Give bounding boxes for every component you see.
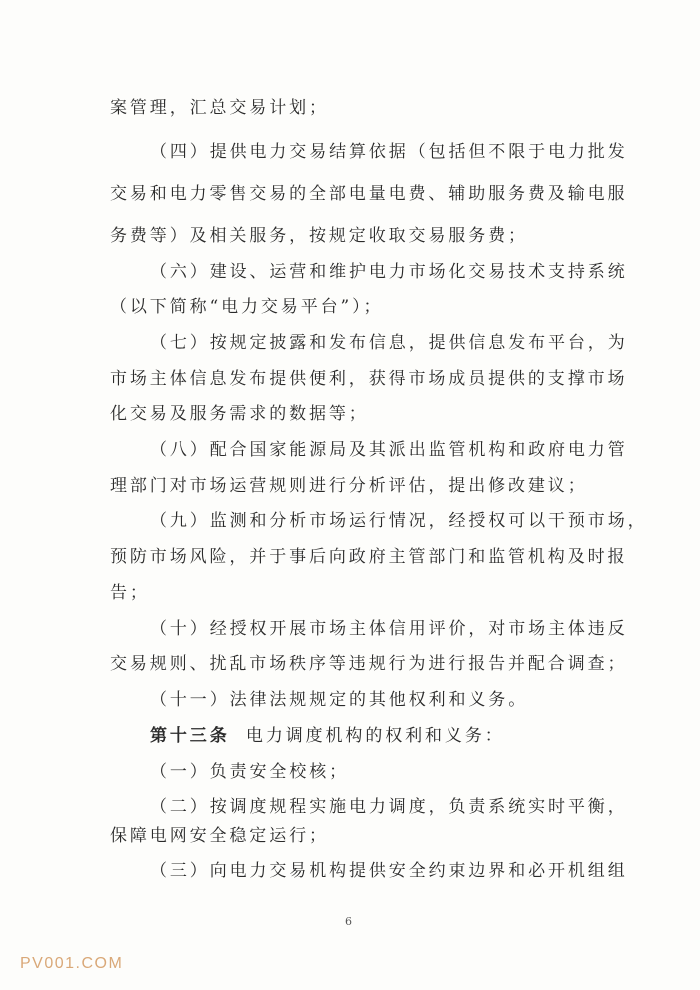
text-line: （六）建设、运营和维护电力市场化交易技术支持系统 — [150, 262, 628, 282]
text-line: （以下简称“电力交易平台”）； — [110, 297, 384, 317]
text-line: 预防市场风险，并于事后向政府主管部门和监管机构及时报 — [110, 547, 628, 567]
article-text: 电力调度机构的权利和义务： — [245, 726, 505, 746]
text-line: 化交易及服务需求的数据等； — [110, 404, 369, 424]
text-line: 理部门对市场运营规则进行分析评估，提出修改建议； — [110, 476, 588, 496]
text-line: （二）按调度规程实施电力调度，负责系统实时平衡， — [150, 797, 628, 817]
text-line: （十）经授权开展市场主体信用评价，对市场主体违反 — [150, 619, 628, 639]
text-line: 交易规则、扰乱市场秩序等违规行为进行报告并配合调查； — [110, 654, 628, 674]
text-line: （九）监测和分析市场运行情况，经授权可以干预市场， — [150, 511, 648, 531]
text-line: 案管理，汇总交易计划； — [110, 98, 329, 118]
text-line: 交易和电力零售交易的全部电量电费、辅助服务费及输电服 — [110, 184, 628, 204]
text-line: （八）配合国家能源局及其派出监管机构和政府电力管 — [150, 440, 628, 460]
text-line: （四）提供电力交易结算依据（包括但不限于电力批发 — [150, 142, 628, 162]
text-line: （七）按规定披露和发布信息，提供信息发布平台，为 — [150, 333, 628, 353]
page-number: 6 — [345, 915, 352, 928]
article-line — [150, 726, 505, 746]
watermark: PV001.COM — [20, 955, 124, 972]
text-line: （十一）法律法规规定的其他权利和义务。 — [150, 690, 529, 710]
text-line: 保障电网安全稳定运行； — [110, 826, 329, 846]
article-label: 第十三条 — [150, 726, 230, 746]
text-line: 务费等）及相关服务，按规定收取交易服务费； — [110, 226, 528, 246]
text-line: （三）向电力交易机构提供安全约束边界和必开机组组 — [150, 861, 628, 881]
text-line: 市场主体信息发布提供便利，获得市场成员提供的支撑市场 — [110, 369, 628, 389]
text-line: （一）负责安全校核； — [150, 762, 349, 782]
text-line: 告； — [110, 583, 150, 603]
